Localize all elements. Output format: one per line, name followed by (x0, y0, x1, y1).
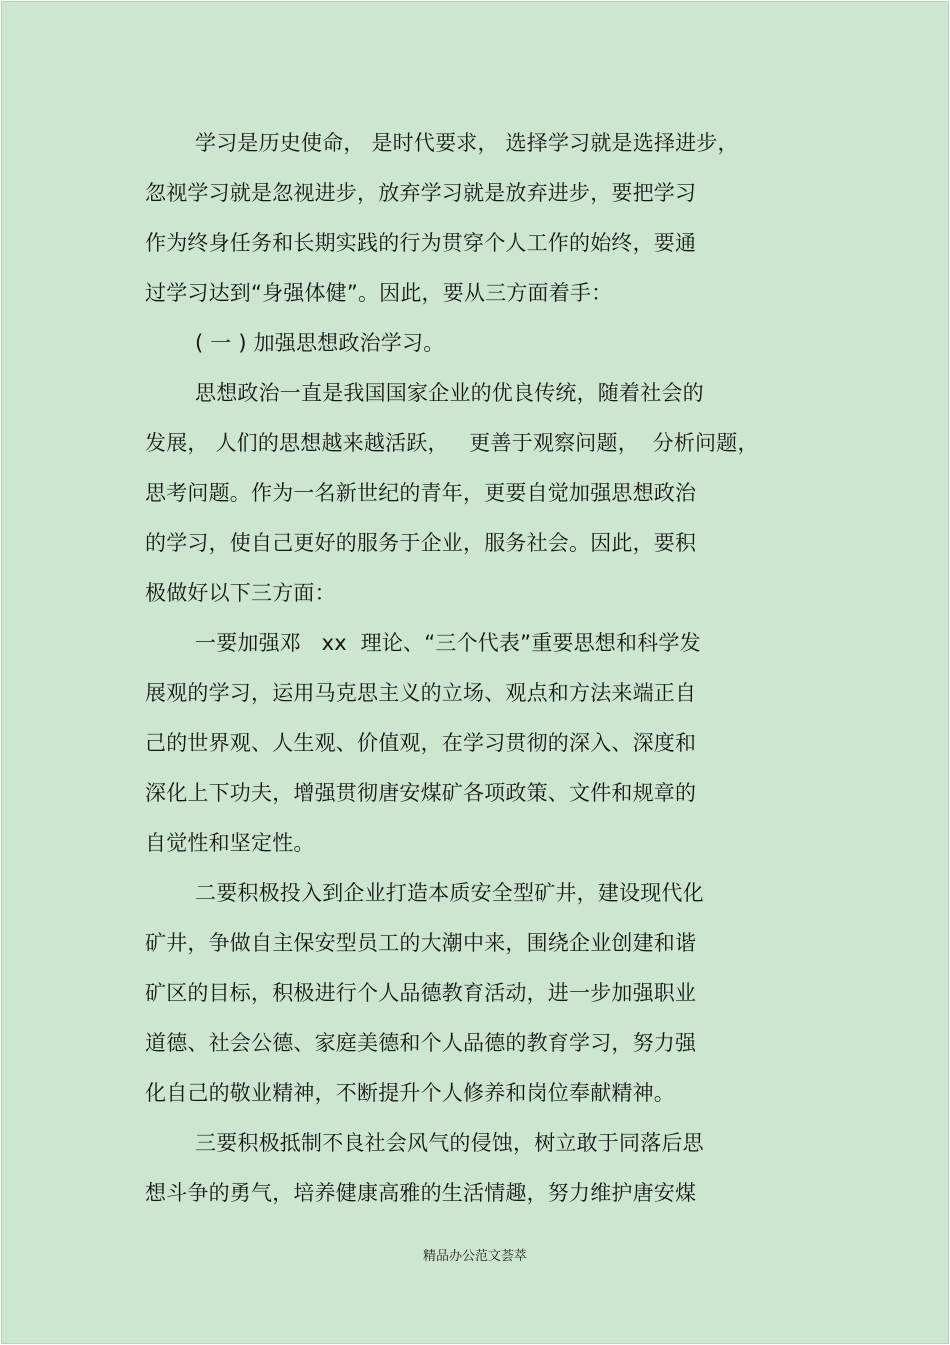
text-line: 矿区的目标，积极进行个人品德教育活动，进一步加强职业 (145, 981, 697, 1005)
text-line: 学习是历史使命， 是时代要求， 选择学习就是选择进步， (195, 131, 739, 155)
document-page (1, 1, 949, 1344)
text-line: 忽视学习就是忽视进步，放弃学习就是放弃进步，要把学习 (145, 181, 697, 205)
text-line: 己的世界观、人生观、价值观，在学习贯彻的深入、深度和 (145, 731, 697, 755)
text-line: 矿井，争做自主保安型员工的大潮中来，围绕企业创建和谐 (145, 931, 697, 955)
text-line: 极做好以下三方面： (145, 581, 336, 605)
text-line: 作为终身任务和长期实践的行为贯穿个人工作的始终，要通 (145, 231, 697, 255)
text-line: 的学习，使自己更好的服务于企业，服务社会。因此，要积 (145, 531, 697, 555)
text-line: 道德、社会公德、家庭美德和个人品德的教育学习，努力强 (145, 1031, 697, 1055)
text-line: 想斗争的勇气，培养健康高雅的生活情趣，努力维护唐安煤 (145, 1181, 697, 1205)
page-footer: 精品办公范文荟萃 (422, 1249, 527, 1264)
text-line: 三要积极抵制不良社会风气的侵蚀，树立敢于同落后思 (195, 1131, 704, 1155)
text-line: 深化上下功夫，增强贯彻唐安煤矿各项政策、文件和规章的 (145, 781, 697, 805)
section-heading: ( 一 ) 加强思想政治学习。 (195, 331, 445, 355)
text-line: 发展， 人们的思想越来越活跃， 更善于观察问题， 分析问题， (145, 431, 759, 455)
text-line: 自觉性和坚定性。 (145, 831, 315, 855)
text-line: 二要积极投入到企业打造本质安全型矿井，建设现代化 (195, 881, 704, 905)
text-line: 过学习达到“身强体健”。因此，要从三方面着手： (145, 281, 613, 305)
text-line: 化自己的敬业精神，不断提升个人修养和岗位奉献精神。 (145, 1081, 675, 1105)
text-line: 思想政治一直是我国国家企业的优良传统，随着社会的 (195, 381, 704, 405)
text-line: 展观的学习，运用马克思主义的立场、观点和方法来端正自 (145, 681, 697, 705)
text-line: 思考问题。作为一名新世纪的青年，更要自觉加强思想政治 (145, 481, 697, 505)
text-line: 一要加强邓 xx 理论、“三个代表”重要思想和科学发 (195, 631, 701, 655)
